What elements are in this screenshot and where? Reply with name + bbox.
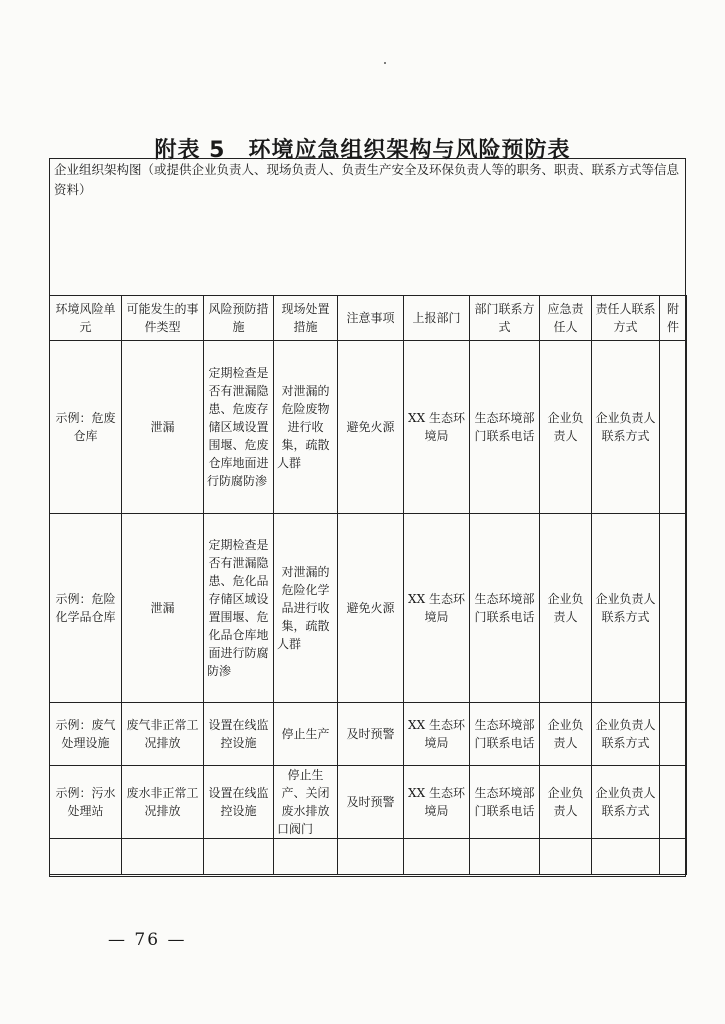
header-row (50, 296, 687, 341)
table-row (50, 514, 687, 703)
cell-report-dept (404, 839, 470, 875)
header-onsite-response: 现场处置措施 (274, 296, 338, 341)
cell-responsible (540, 839, 592, 875)
cell-responsible-contact (592, 839, 660, 875)
cell-attachment (660, 766, 687, 839)
header-notes: 注意事项 (338, 296, 404, 341)
header-attachment: 附件 (660, 296, 687, 341)
cell-attachment (660, 514, 687, 703)
cell-risk-unit: 示例：危险化学品仓库 (50, 514, 122, 703)
table-row (50, 766, 687, 839)
table-row (50, 341, 687, 514)
header-responsible-contact: 责任人联系方式 (592, 296, 660, 341)
cell-notes (338, 839, 404, 875)
page-title: 附表 5 环境应急组织架构与风险预防表 (154, 138, 571, 163)
cell-responsible: 企业负责人 (540, 703, 592, 766)
cell-attachment (660, 703, 687, 766)
header-responsible: 应急责任人 (540, 296, 592, 341)
cell-onsite-response: 停止生产、关闭废水排放口阀门 (274, 766, 338, 839)
cell-event-type: 泄漏 (122, 514, 204, 703)
org-chart-instruction: 企业组织架构图（或提供企业负责人、现场负责人、负责生产安全及环保负责人等的职务、职责、联系方式等信息资料） (54, 162, 680, 197)
cell-risk-unit: 示例：污水处理站 (50, 766, 122, 839)
cell-dept-contact (470, 839, 540, 875)
cell-dept-contact: 生态环境部门联系电话 (470, 766, 540, 839)
header-dept-contact: 部门联系方式 (470, 296, 540, 341)
cell-event-type (122, 839, 204, 875)
cell-risk-unit (50, 839, 122, 875)
cell-responsible: 企业负责人 (540, 341, 592, 514)
table-row-empty (50, 839, 687, 875)
cell-prevention: 设置在线监控设施 (204, 703, 274, 766)
cell-responsible-contact: 企业负责人联系方式 (592, 766, 660, 839)
cell-dept-contact: 生态环境部门联系电话 (470, 514, 540, 703)
cell-responsible-contact: 企业负责人联系方式 (592, 341, 660, 514)
cell-responsible-contact: 企业负责人联系方式 (592, 703, 660, 766)
header-report-dept: 上报部门 (404, 296, 470, 341)
cell-notes: 及时预警 (338, 703, 404, 766)
cell-report-dept: XX 生态环境局 (404, 703, 470, 766)
header-event-type: 可能发生的事件类型 (122, 296, 204, 341)
cell-responsible: 企业负责人 (540, 514, 592, 703)
cell-report-dept: XX 生态环境局 (404, 341, 470, 514)
cell-report-dept: XX 生态环境局 (404, 766, 470, 839)
cell-dept-contact: 生态环境部门联系电话 (470, 703, 540, 766)
cell-responsible-contact: 企业负责人联系方式 (592, 514, 660, 703)
page-number: — 76 — (108, 930, 187, 950)
cell-onsite-response: 停止生产 (274, 703, 338, 766)
cell-notes: 及时预警 (338, 766, 404, 839)
cell-event-type: 废气非正常工况排放 (122, 703, 204, 766)
cell-event-type: 泄漏 (122, 341, 204, 514)
header-risk-unit: 环境风险单元 (50, 296, 122, 341)
cell-prevention: 设置在线监控设施 (204, 766, 274, 839)
header-prevention: 风险预防措施 (204, 296, 274, 341)
cell-onsite-response (274, 839, 338, 875)
cell-event-type: 废水非正常工况排放 (122, 766, 204, 839)
cell-onsite-response: 对泄漏的危险化学品进行收集，疏散人群 (274, 514, 338, 703)
cell-prevention (204, 839, 274, 875)
cell-notes: 避免火源 (338, 514, 404, 703)
cell-attachment (660, 341, 687, 514)
cell-prevention: 定期检查是否有泄漏隐患、危废存储区域设置围堰、危废仓库地面进行防腐防渗 (204, 341, 274, 514)
cell-report-dept: XX 生态环境局 (404, 514, 470, 703)
cell-prevention: 定期检查是否有泄漏隐患、危化品存储区域设置围堰、危化品仓库地面进行防腐防渗 (204, 514, 274, 703)
cell-onsite-response: 对泄漏的危险废物进行收集，疏散人群 (274, 341, 338, 514)
scan-speck (384, 62, 386, 64)
table-row (50, 703, 687, 766)
cell-dept-contact: 生态环境部门联系电话 (470, 341, 540, 514)
cell-risk-unit: 示例：废气处理设施 (50, 703, 122, 766)
cell-responsible: 企业负责人 (540, 766, 592, 839)
cell-attachment (660, 839, 687, 875)
cell-notes: 避免火源 (338, 341, 404, 514)
cell-risk-unit: 示例：危废仓库 (50, 341, 122, 514)
risk-prevention-table (49, 295, 687, 875)
